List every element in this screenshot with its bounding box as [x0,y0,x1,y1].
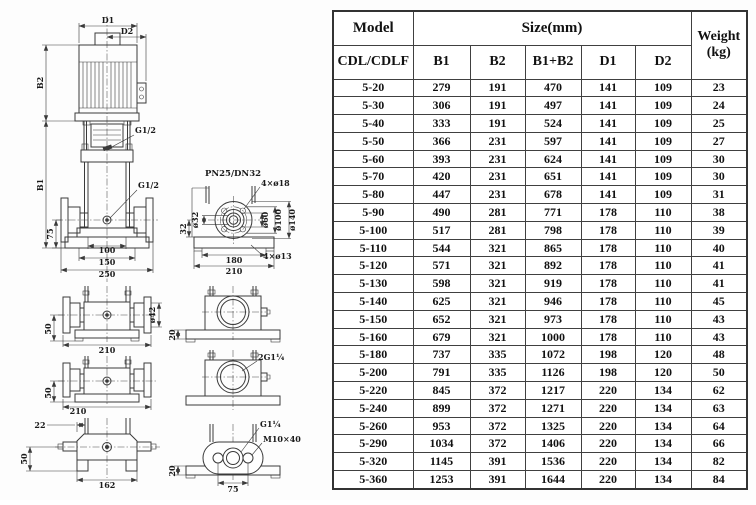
table-cell: 798 [525,221,581,239]
dim-label-150: 150 [98,257,116,267]
table-cell: 5-360 [333,471,413,489]
table-cell: 1406 [525,435,581,453]
table-cell: 231 [470,150,525,168]
size-table-header [333,11,747,79]
table-row [333,79,747,97]
header-weight-line2: (kg) [706,45,731,61]
table-cell: 191 [470,115,525,133]
dim-label-75: 75 [45,228,55,240]
table-cell: 571 [413,257,470,275]
table-cell: 651 [525,168,581,186]
table-cell: 198 [581,346,635,364]
table-row [333,293,747,311]
table-cell: 141 [581,132,635,150]
table-row [333,239,747,257]
table-cell: 5-90 [333,204,413,222]
table-cell: 120 [635,364,691,382]
table-cell: 1536 [525,453,581,471]
table-cell: 109 [635,79,691,97]
table-cell: 178 [581,257,635,275]
table-cell: 892 [525,257,581,275]
plug-label-g12-side: G1/2 [138,180,159,190]
pv1-dim-20: 20 [167,329,177,341]
table-cell: 333 [413,115,470,133]
table-cell: 5-110 [333,239,413,257]
table-cell: 372 [470,382,525,400]
table-cell: 1145 [413,453,470,471]
table-cell: 5-290 [333,435,413,453]
table-row [333,115,747,133]
flange-base-holes-label: 4×ø13 [263,251,292,261]
table-cell: 220 [581,453,635,471]
table-cell: 321 [470,310,525,328]
table-cell: 391 [470,453,525,471]
side-view-2 [43,356,156,416]
dim-label-b2: B2 [35,76,45,90]
table-cell: 517 [413,221,470,239]
table-row [333,328,747,346]
table-cell: 919 [525,275,581,293]
table-cell: 5-260 [333,417,413,435]
table-cell: 1217 [525,382,581,400]
table-cell: 953 [413,417,470,435]
table-cell: 281 [470,204,525,222]
table-cell: 391 [470,471,525,489]
table-cell: 110 [635,239,691,257]
table-cell: 5-130 [333,275,413,293]
table-row [333,346,747,364]
sv1-dia-42: ø42 [147,306,157,324]
table-cell: 321 [470,328,525,346]
table-cell: 198 [581,364,635,382]
table-cell: 141 [581,168,635,186]
table-row [333,310,747,328]
table-cell: 110 [635,328,691,346]
table-cell: 231 [470,186,525,204]
table-cell: 109 [635,186,691,204]
table-cell: 25 [691,115,747,133]
table-cell: 141 [581,186,635,204]
table-cell: 40 [691,239,747,257]
flange-bolt-holes-label: 4×ø18 [261,178,290,188]
table-row [333,417,747,435]
table-cell: 220 [581,417,635,435]
table-cell: 220 [581,399,635,417]
table-row [333,471,747,489]
table-cell: 490 [413,204,470,222]
table-cell: 652 [413,310,470,328]
table-cell: 141 [581,79,635,97]
table-cell: 597 [525,132,581,150]
table-cell: 5-180 [333,346,413,364]
size-table [332,10,748,490]
table-cell: 420 [413,168,470,186]
sv1-dim-50: 50 [43,323,53,335]
table-cell: 5-40 [333,115,413,133]
header-col-b2: B2 [470,45,525,79]
table-cell: 178 [581,221,635,239]
size-table-body [333,79,747,489]
table-cell: 470 [525,79,581,97]
table-cell: 5-320 [333,453,413,471]
table-cell: 24 [691,97,747,115]
table-cell: 1000 [525,328,581,346]
side-view-1 [43,286,162,355]
header-weight-line1: Weight [697,29,741,45]
flange-title: PN25/DN32 [204,169,262,179]
table-cell: 45 [691,293,747,311]
header-col-b1b2: B1+B2 [525,45,581,79]
table-cell: 366 [413,132,470,150]
table-row [333,221,747,239]
dia-label-140: ø140 [287,208,297,232]
table-cell: 524 [525,115,581,133]
table-cell: 845 [413,382,470,400]
drawing-svg [0,0,332,500]
front-view [35,15,159,282]
table-cell: 5-200 [333,364,413,382]
port-view-2 [186,350,285,410]
table-cell: 1271 [525,399,581,417]
sv2-dim-50: 50 [43,387,53,399]
dim-label-d1: D1 [101,15,115,25]
dia-label-60: ø60 [260,211,270,229]
table-cell: 220 [581,435,635,453]
table-cell: 678 [525,186,581,204]
table-cell: 109 [635,132,691,150]
table-cell: 231 [470,168,525,186]
table-cell: 109 [635,168,691,186]
table-cell: 231 [470,132,525,150]
table-cell: 5-50 [333,132,413,150]
table-row [333,382,747,400]
plug-label-g12-top: G1/2 [135,125,156,135]
header-model: Model [333,11,413,45]
table-cell: 5-30 [333,97,413,115]
table-cell: 191 [470,97,525,115]
flange-detail-view [178,169,297,276]
sv3-dim-50: 50 [19,453,29,465]
table-cell: 178 [581,239,635,257]
dim-label-d2: D2 [120,26,134,36]
table-cell: 110 [635,204,691,222]
table-cell: 43 [691,328,747,346]
table-cell: 110 [635,293,691,311]
header-col-b1: B1 [413,45,470,79]
table-cell: 791 [413,364,470,382]
dim-label-100: 100 [98,245,116,255]
table-cell: 134 [635,435,691,453]
table-cell: 191 [470,79,525,97]
table-cell: 120 [635,346,691,364]
table-cell: 109 [635,115,691,133]
table-cell: 279 [413,79,470,97]
table-cell: 178 [581,204,635,222]
table-cell: 321 [470,239,525,257]
table-cell: 64 [691,417,747,435]
table-row [333,168,747,186]
table-row [333,132,747,150]
table-cell: 321 [470,275,525,293]
table-cell: 62 [691,382,747,400]
table-cell: 1034 [413,435,470,453]
table-cell: 335 [470,364,525,382]
table-cell: 134 [635,399,691,417]
table-cell: 625 [413,293,470,311]
table-cell: 48 [691,346,747,364]
table-cell: 39 [691,221,747,239]
pv3-dim-20: 20 [167,465,177,477]
table-cell: 41 [691,257,747,275]
table-row [333,275,747,293]
table-cell: 141 [581,150,635,168]
table-cell: 178 [581,310,635,328]
table-cell: 737 [413,346,470,364]
table-cell: 5-60 [333,150,413,168]
table-cell: 43 [691,310,747,328]
side-view-3 [19,418,160,490]
header-col-d1: D1 [581,45,635,79]
table-cell: 1253 [413,471,470,489]
table-cell: 27 [691,132,747,150]
table-cell: 5-70 [333,168,413,186]
table-cell: 110 [635,257,691,275]
table-row [333,453,747,471]
table-cell: 1126 [525,364,581,382]
table-cell: 63 [691,399,747,417]
dia-label-32: ø32 [190,211,200,229]
table-row [333,399,747,417]
header-col-d2: D2 [635,45,691,79]
table-cell: 946 [525,293,581,311]
table-cell: 66 [691,435,747,453]
sv3-dim-162: 162 [98,480,116,490]
dim-label-210-flange: 210 [225,266,243,276]
table-cell: 447 [413,186,470,204]
dia-label-100: ø100 [273,208,283,232]
table-cell: 497 [525,97,581,115]
table-cell: 141 [581,115,635,133]
table-cell: 5-220 [333,382,413,400]
table-cell: 5-140 [333,293,413,311]
table-cell: 31 [691,186,747,204]
table-cell: 5-160 [333,328,413,346]
port-view-3 [167,419,301,494]
table-cell: 134 [635,382,691,400]
table-cell: 5-120 [333,257,413,275]
table-cell: 134 [635,453,691,471]
table-cell: 321 [470,293,525,311]
table-cell: 865 [525,239,581,257]
table-cell: 598 [413,275,470,293]
table-cell: 109 [635,150,691,168]
table-cell: 393 [413,150,470,168]
table-row [333,257,747,275]
table-cell: 771 [525,204,581,222]
table-cell: 624 [525,150,581,168]
table-row [333,435,747,453]
header-weight [691,11,747,79]
table-cell: 110 [635,221,691,239]
table-cell: 84 [691,471,747,489]
table-cell: 5-20 [333,79,413,97]
table-row [333,364,747,382]
header-model-series: CDL/CDLF [333,45,413,79]
dim-label-180: 180 [225,255,243,265]
table-cell: 220 [581,471,635,489]
table-cell: 5-150 [333,310,413,328]
table-cell: 178 [581,293,635,311]
table-cell: 372 [470,417,525,435]
table-cell: 134 [635,417,691,435]
table-cell: 141 [581,97,635,115]
pv3-bolt-label: M10×40 [263,434,301,444]
table-row [333,97,747,115]
table-cell: 178 [581,328,635,346]
table-cell: 82 [691,453,747,471]
dim-label-250: 250 [98,269,116,279]
table-cell: 281 [470,221,525,239]
table-cell: 110 [635,310,691,328]
table-cell: 109 [635,97,691,115]
table-cell: 41 [691,275,747,293]
dim-label-32: 32 [178,223,188,235]
table-cell: 134 [635,471,691,489]
port-view-1 [167,286,280,342]
table-cell: 110 [635,275,691,293]
table-cell: 23 [691,79,747,97]
table-cell: 38 [691,204,747,222]
pv3-dim-75: 75 [227,484,239,494]
sv1-dim-210: 210 [98,345,116,355]
table-cell: 1325 [525,417,581,435]
table-cell: 973 [525,310,581,328]
table-cell: 30 [691,168,747,186]
table-cell: 335 [470,346,525,364]
pv2-thread-label: 2G1¼ [258,352,285,362]
pump-dimension-drawing [0,0,332,500]
table-row [333,150,747,168]
table-cell: 5-240 [333,399,413,417]
pv3-thread-label: G1¼ [260,419,281,429]
dim-label-b1: B1 [35,178,45,192]
table-cell: 899 [413,399,470,417]
table-cell: 321 [470,257,525,275]
header-size-mm: Size(mm) [413,11,691,45]
sv2-dim-210: 210 [69,406,87,416]
table-cell: 50 [691,364,747,382]
table-cell: 372 [470,399,525,417]
table-cell: 306 [413,97,470,115]
table-row [333,204,747,222]
table-cell: 1072 [525,346,581,364]
table-cell: 544 [413,239,470,257]
table-cell: 178 [581,275,635,293]
table-cell: 30 [691,150,747,168]
table-cell: 5-80 [333,186,413,204]
table-cell: 372 [470,435,525,453]
table-cell: 1644 [525,471,581,489]
table-cell: 5-100 [333,221,413,239]
sv3-dim-22: 22 [34,420,46,430]
table-cell: 220 [581,382,635,400]
table-row [333,186,747,204]
table-cell: 679 [413,328,470,346]
